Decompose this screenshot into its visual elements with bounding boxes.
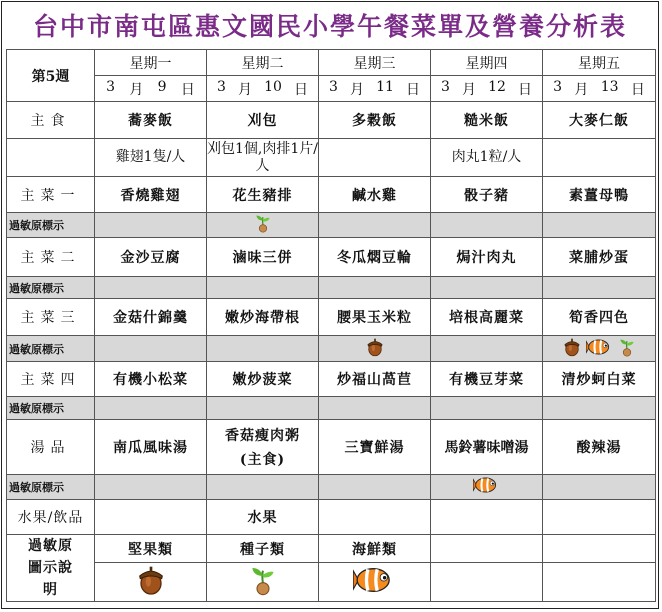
- soup-dish: 香菇瘦肉粥 (主食): [207, 420, 319, 475]
- allergen-label: 過敏原標示: [7, 475, 95, 500]
- soup-dish: 馬鈴薯味噌湯: [431, 420, 543, 475]
- staple-note: [543, 139, 656, 177]
- allergen-cell: [543, 475, 656, 500]
- allergen-cell: [95, 213, 207, 238]
- legend-empty: [543, 563, 656, 602]
- main2-dish: 菜脯炒蛋: [543, 238, 656, 277]
- allergen-cell: [95, 336, 207, 362]
- day-date: 3 月 13 日: [543, 76, 656, 102]
- allergen-cell: [543, 397, 656, 420]
- nut-icon: [135, 564, 167, 600]
- legend-name: 海鮮類: [319, 535, 431, 563]
- fruit-item: [95, 500, 207, 535]
- row-label-soup: 湯品: [7, 420, 95, 475]
- legend-empty: [431, 535, 543, 563]
- main4-dish: 有機小松菜: [95, 362, 207, 397]
- soup-dish: 南瓜風味湯: [95, 420, 207, 475]
- row-label-main4: 主菜四: [7, 362, 95, 397]
- day-name: 星期二: [207, 50, 319, 76]
- main4-dish: 有機豆芽菜: [431, 362, 543, 397]
- soup-dish: 酸辣湯: [543, 420, 656, 475]
- main2-dish: 冬瓜燜豆輪: [319, 238, 431, 277]
- legend-icon-cell: [95, 563, 207, 602]
- main2-dish: 焗汁肉丸: [431, 238, 543, 277]
- main3-dish: 金菇什錦羹: [95, 299, 207, 336]
- page-title: 台中市南屯區惠文國民小學午餐菜單及營養分析表: [32, 12, 627, 41]
- main4-dish: 炒福山萵苣: [319, 362, 431, 397]
- staple-dish: 刈包: [207, 102, 319, 139]
- staple-dish: 蕎麥飯: [95, 102, 207, 139]
- main1-dish: 香燒雞翅: [95, 177, 207, 213]
- allergen-cell: [431, 213, 543, 238]
- day-date: 3 月 10 日: [207, 76, 319, 102]
- allergen-cell: [431, 397, 543, 420]
- allergen-cell: [207, 213, 319, 238]
- soup-dish: 三寶鮮湯: [319, 420, 431, 475]
- staple-dish: 糙米飯: [431, 102, 543, 139]
- allergen-label: 過敏原標示: [7, 213, 95, 238]
- allergen-cell: [543, 277, 656, 299]
- nut-icon: [562, 337, 582, 361]
- seed-icon: [253, 213, 273, 237]
- legend-name: 種子類: [207, 535, 319, 563]
- day-name: 星期三: [319, 50, 431, 76]
- nut-icon: [365, 337, 385, 361]
- main1-dish: 骰子豬: [431, 177, 543, 213]
- seed-icon: [617, 337, 637, 361]
- fish-icon: [353, 564, 396, 600]
- allergen-cell: [207, 475, 319, 500]
- allergen-label: 過敏原標示: [7, 277, 95, 299]
- allergen-cell: [95, 475, 207, 500]
- fruit-item: 水果: [207, 500, 319, 535]
- staple-dish: 多穀飯: [319, 102, 431, 139]
- allergen-cell: [319, 213, 431, 238]
- allergen-cell: [319, 397, 431, 420]
- day-name: 星期一: [95, 50, 207, 76]
- soup-note: (主食): [239, 452, 286, 468]
- staple-note: 肉丸1粒/人: [431, 139, 543, 177]
- legend-empty: [543, 535, 656, 563]
- legend-label: 過敏原 圖示說 明: [7, 535, 95, 602]
- main3-dish: 培根高麗菜: [431, 299, 543, 336]
- legend-name: 堅果類: [95, 535, 207, 563]
- allergen-cell: [207, 277, 319, 299]
- main3-dish: 筍香四色: [543, 299, 656, 336]
- allergen-cell: [95, 277, 207, 299]
- allergen-cell: [319, 336, 431, 362]
- row-label-main2: 主菜二: [7, 238, 95, 277]
- main2-dish: 金沙豆腐: [95, 238, 207, 277]
- main3-dish: 嫩炒海帶根: [207, 299, 319, 336]
- row-label-fruit: 水果/飲品: [7, 500, 95, 535]
- fruit-item: [543, 500, 656, 535]
- seed-icon: [247, 564, 279, 600]
- fish-icon: [473, 475, 500, 499]
- staple-note: 刈包1個,肉排1片/人: [207, 139, 319, 177]
- row-label-main3: 主菜三: [7, 299, 95, 336]
- main1-dish: 花生豬排: [207, 177, 319, 213]
- staple-note: 雞翅1隻/人: [95, 139, 207, 177]
- allergen-cell: [95, 397, 207, 420]
- allergen-cell: [431, 277, 543, 299]
- main2-dish: 滷味三併: [207, 238, 319, 277]
- week-label: 第5週: [7, 50, 95, 102]
- legend-icon-cell: [319, 563, 431, 602]
- staple-dish: 大麥仁飯: [543, 102, 656, 139]
- row-label-staple: 主食: [7, 102, 95, 139]
- allergen-cell: [431, 336, 543, 362]
- allergen-cell: [319, 277, 431, 299]
- menu-table: [6, 49, 656, 602]
- main3-dish: 腰果玉米粒: [319, 299, 431, 336]
- day-name: 星期四: [431, 50, 543, 76]
- staple-note-label: [7, 139, 95, 177]
- legend-empty: [431, 563, 543, 602]
- day-name: 星期五: [543, 50, 656, 76]
- allergen-label: 過敏原標示: [7, 397, 95, 420]
- main4-dish: 清炒蚵白菜: [543, 362, 656, 397]
- allergen-label: 過敏原標示: [7, 336, 95, 362]
- main1-dish: 素薑母鴨: [543, 177, 656, 213]
- day-date: 3 月 11 日: [319, 76, 431, 102]
- allergen-cell: [207, 336, 319, 362]
- day-date: 3 月 12 日: [431, 76, 543, 102]
- legend-icon-cell: [207, 563, 319, 602]
- menu-frame: [1, 1, 659, 609]
- allergen-cell: [207, 397, 319, 420]
- allergen-cell: [543, 336, 656, 362]
- fruit-item: [319, 500, 431, 535]
- allergen-cell: [543, 213, 656, 238]
- main1-dish: 鹹水雞: [319, 177, 431, 213]
- fruit-item: [431, 500, 543, 535]
- allergen-cell: [319, 475, 431, 500]
- staple-note: [319, 139, 431, 177]
- fish-icon: [586, 337, 613, 361]
- allergen-cell: [431, 475, 543, 500]
- day-date: 3 月 9 日: [95, 76, 207, 102]
- main4-dish: 嫩炒菠菜: [207, 362, 319, 397]
- row-label-main1: 主菜一: [7, 177, 95, 213]
